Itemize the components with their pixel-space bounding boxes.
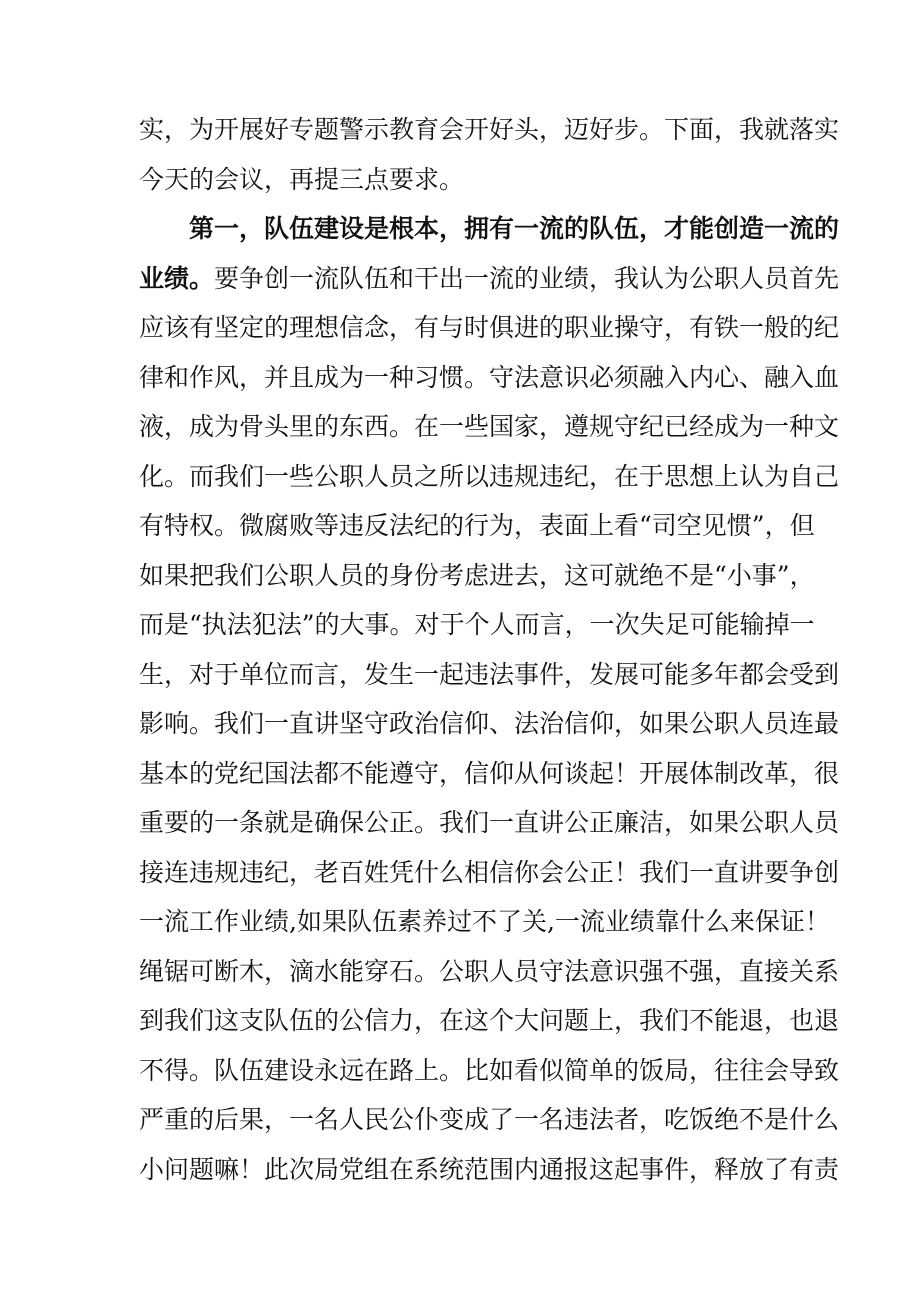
paragraph-line-1: 实，为开展好专题警示教育会开好头，迈好步。下面，我就落实 — [139, 115, 840, 144]
paragraph-line-6: 液，成为骨头里的东西。在一些国家，遵规守纪已经成为一种文 — [139, 412, 840, 441]
paragraph-line-10: 而是“执法犯法”的大事。对于个人而言，一次失足可能输掉一 — [139, 610, 815, 639]
paragraph-line-mixed — [139, 259, 840, 299]
paragraph-line-13: 基本的党纪国法都不能遵守，信仰从何谈起！开展体制改革，很 — [139, 759, 840, 788]
paragraph-line-2: 今天的会议，再提三点要求。 — [139, 165, 465, 194]
paragraph-line-20: 严重的后果，一名人民公仆变成了一名违法者，吃饭绝不是什么 — [139, 1105, 840, 1134]
paragraph-line-19: 不得。队伍建设永远在路上。比如看似简单的饭局，往往会导致 — [139, 1056, 840, 1085]
paragraph-line-17: 绳锯可断木，滴水能穿石。公职人员守法意识强不强，直接关系 — [139, 957, 840, 986]
paragraph-line-11: 生，对于单位而言，发生一起违法事件，发展可能多年都会受到 — [139, 660, 840, 689]
paragraph-line-18: 到我们这支队伍的公信力，在这个大问题上，我们不能退，也退 — [139, 1006, 840, 1035]
paragraph-line-7: 化。而我们一些公职人员之所以违规违纪，在于思想上认为自己 — [139, 462, 840, 491]
paragraph-line-8: 有特权。微腐败等违反法纪的行为，表面上看“司空见惯”，但 — [139, 511, 815, 540]
paragraph-line-3: 要争创一流队伍和干出一流的业绩，我认为公职人员首先 — [214, 264, 840, 293]
section-heading-1: 第一，队伍建设是根本，拥有一流的队伍，才能创造一流的 — [189, 214, 840, 243]
paragraph-line-4: 应该有坚定的理想信念，有与时俱进的职业操守，有铁一般的纪 — [139, 313, 840, 342]
section-heading-1-end: 业绩。 — [139, 264, 215, 293]
paragraph-line-16: 一流工作业绩,如果队伍素养过不了关,一流业绩靠什么来保证！ — [139, 907, 830, 936]
paragraph-line-12: 影响。我们一直讲坚守政治信仰、法治信仰，如果公职人员连最 — [139, 709, 840, 738]
paragraph-line-5: 律和作风，并且成为一种习惯。守法意识必须融入内心、融入血 — [139, 363, 840, 392]
paragraph-line-14: 重要的一条就是确保公正。我们一直讲公正廉洁，如果公职人员 — [139, 808, 840, 837]
paragraph-line-9: 如果把我们公职人员的身份考虑进去，这可就绝不是“小事”， — [139, 561, 815, 590]
paragraph-line-21: 小问题嘛！此次局党组在系统范围内通报这起事件，释放了有责 — [139, 1155, 840, 1184]
paragraph-line-15: 接连违规违纪，老百姓凭什么相信你会公正！我们一直讲要争创 — [139, 858, 840, 887]
